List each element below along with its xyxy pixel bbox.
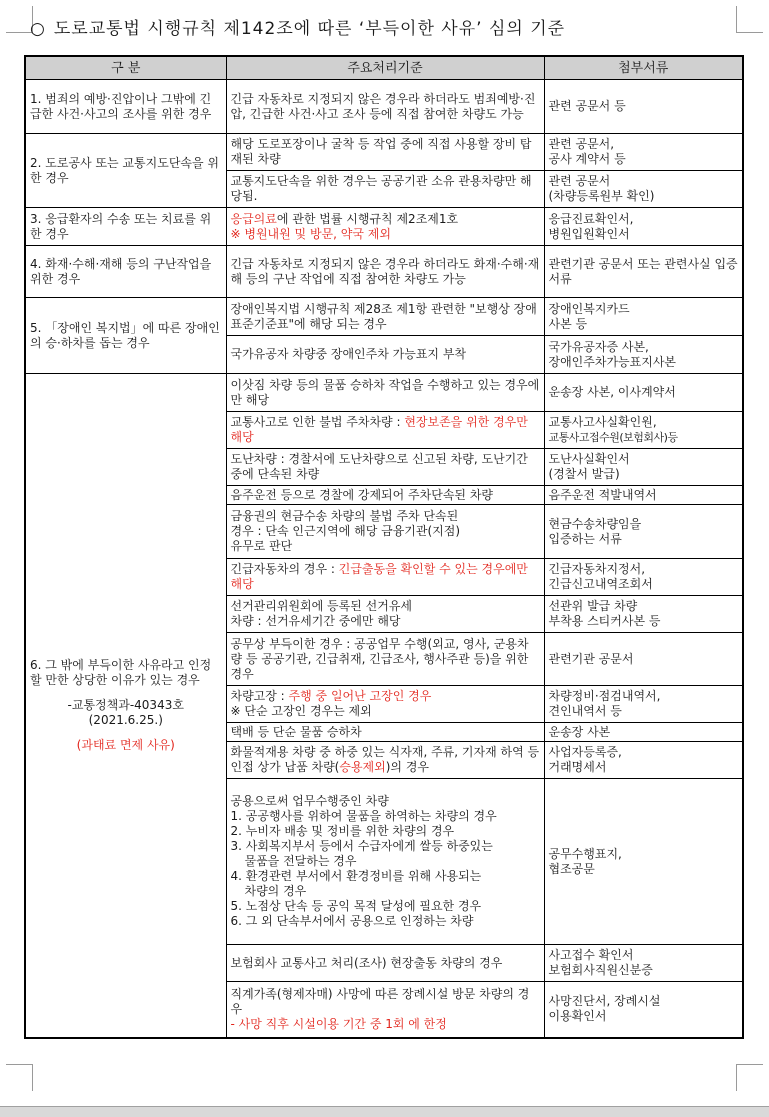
header-row	[25, 56, 743, 80]
crop-mark-top-right	[736, 6, 763, 33]
criteria-cell	[226, 505, 544, 559]
criteria-cell: 해당 도로포장이나 굴착 등 작업 중에 직접 사용할 장비 탑재된 차량	[226, 134, 544, 171]
list-item-continued: 차량의 경우	[244, 884, 307, 898]
documents-cell: 관련 공문서 등	[544, 80, 743, 134]
criteria-text: 화물적재용 차량 중 하중 있는 식자재, 주류, 기자재 하역 등 인접 상가 납품 차량(	[230, 745, 540, 774]
criteria-text: 에 관한 법률 시행규칙 제2조제1호	[276, 211, 459, 226]
criteria-cell	[226, 559, 544, 596]
exclusion-note: ※ 단순 고장인 경우는 제외	[230, 704, 372, 718]
highlight-text: 응급의료	[230, 211, 277, 226]
reference-number: -교통정책과-40343호	[67, 697, 184, 712]
doc-line: 공무수행표지,	[548, 846, 622, 861]
criteria-text: )의 경우	[385, 760, 430, 774]
reference-date: (2021.6.25.)	[88, 712, 163, 727]
documents-cell	[544, 505, 743, 559]
criteria-cell	[226, 686, 544, 723]
list-item: 5. 노점상 단속 등 공익 목적 달성에 필요한 경우	[230, 899, 482, 913]
title-text: 도로교통법 시행규칙 제142조에 따른 ‘부득이한 사유’ 심의 기준	[53, 19, 566, 39]
header-documents: 첨부서류	[544, 56, 743, 80]
documents-cell	[544, 945, 743, 982]
crop-mark-bottom-right	[736, 1064, 763, 1091]
criteria-cell	[226, 596, 544, 633]
category-cell	[25, 374, 226, 1038]
criteria-cell: 음주운전 등으로 경찰에 강제되어 주차단속된 차량	[226, 486, 544, 505]
criteria-line: 금융권의 현금수송 차량의 불법 주차 단속된	[230, 509, 459, 523]
highlight-text: 주행 중 일어난 고장인 경우	[288, 689, 432, 703]
doc-line: 국가유공자증 사본,	[548, 339, 649, 354]
crop-mark-top-left	[6, 6, 33, 33]
limit-note: - 사망 직후 시설이용 기간 중 1회 에 한정	[230, 1016, 447, 1031]
list-item: 4. 환경관련 부서에서 환경정비를 위해 사용되는	[230, 869, 482, 883]
criteria-text: 차량고장 :	[230, 689, 289, 703]
criteria-cell	[226, 208, 544, 246]
doc-line: 사고접수 확인서	[548, 948, 634, 962]
documents-cell	[544, 298, 743, 336]
table-row	[25, 134, 743, 171]
doc-line: 교통사고사실확인원,	[548, 415, 657, 429]
table-row	[25, 208, 743, 246]
list-item: 2. 누비자 배송 및 정비를 위한 차량의 경우	[230, 824, 455, 838]
category-cell: 3. 응급환자의 수송 또는 치료를 위한 경우	[25, 208, 226, 246]
category-cell: 4. 화재·수해·재해 등의 구난작업을 위한 경우	[25, 246, 226, 298]
doc-line: 부착용 스티커사본 등	[548, 614, 661, 628]
penalty-exemption-note: (과태료 면제 사유)	[76, 737, 175, 752]
criteria-cell: 이삿짐 차량 등의 물품 승하차 작업을 수행하고 있는 경우에만 해당	[226, 374, 544, 412]
list-item: 1. 공공행사를 위하여 물품을 하역하는 차량의 경우	[230, 809, 497, 823]
doc-line: 사업자등록증,	[548, 745, 622, 759]
crop-mark-bottom-left	[6, 1064, 33, 1091]
documents-cell: 음주운전 적발내역서	[544, 486, 743, 505]
criteria-cell: 택배 등 단순 물품 승하차	[226, 723, 544, 742]
criteria-cell: 국가유공자 차량중 장애인주차 가능표지 부착	[226, 336, 544, 374]
criteria-text: 긴급자동차의 경우 :	[230, 562, 339, 576]
documents-cell	[544, 596, 743, 633]
criteria-cell: 교통지도단속을 위한 경우는 공공기관 소유 관용차량만 해당됨.	[226, 171, 544, 208]
criteria-line: 유무로 판단	[230, 539, 293, 553]
criteria-cell	[226, 779, 544, 945]
doc-line: 사망진단서, 장례시설	[548, 994, 661, 1009]
documents-cell: 관련기관 공문서 또는 관련사실 입증 서류	[544, 246, 743, 298]
doc-line: 긴급신고내역조회서	[548, 577, 653, 591]
criteria-cell	[226, 982, 544, 1038]
exclusion-note: ※ 병원내원 및 방문, 약국 제외	[230, 226, 391, 241]
documents-cell	[544, 336, 743, 374]
category-cell: 5. 「장애인 복지법」에 따른 장애인의 승·하차를 돕는 경우	[25, 298, 226, 374]
documents-cell	[544, 779, 743, 945]
criteria-cell: 도난차량 : 경찰서에 도난차량으로 신고된 차량, 도난기간 중에 단속된 차량	[226, 449, 544, 486]
criteria-cell: 긴급 자동차로 지정되지 않은 경우라 하더라도 범죄예방·진압, 긴급한 사건·사고 조사 등에 직접 참여한 차량도 가능	[226, 80, 544, 134]
doc-line: 긴급자동차지정서,	[548, 562, 646, 576]
criteria-cell: 보험회사 교통사고 처리(조사) 현장출동 차량의 경우	[226, 945, 544, 982]
documents-cell	[544, 412, 743, 449]
documents-cell	[544, 982, 743, 1038]
criteria-intro: 공용으로써 업무수행중인 차량	[230, 794, 389, 808]
criteria-cell	[226, 742, 544, 779]
title-bullet: ○	[30, 19, 46, 39]
documents-cell	[544, 686, 743, 723]
category-6-text: 6. 그 밖에 부득이한 사유라고 인정할 만한 상당한 이유가 있는 경우	[30, 657, 212, 687]
list-item: 3. 사회복지부서 등에서 수급자에게 쌀등 하중있는	[230, 839, 493, 853]
header-category: 구 분	[25, 56, 226, 80]
doc-line: (차량등록원부 확인)	[548, 189, 655, 203]
doc-line: 사본 등	[548, 316, 588, 331]
documents-cell: 운송장 사본	[544, 723, 743, 742]
criteria-line: 경우 : 단속 인근지역에 해당 금융기관(지점)	[230, 524, 461, 538]
highlight-text: 현장보존을 위한 경우만 해당	[230, 415, 528, 444]
category-cell: 2. 도로공사 또는 교통지도단속을 위한 경우	[25, 134, 226, 208]
documents-cell	[544, 742, 743, 779]
doc-line: 교통사고접수원(보험회사)등	[548, 431, 678, 444]
window-bottom-scrollbar[interactable]	[0, 1106, 769, 1117]
doc-line: 장애인복지카드	[548, 301, 630, 316]
doc-line: 현금수송차량임을	[548, 516, 642, 531]
highlight-text: 긴급출동을 확인할 수 있는 경우에만 해당	[230, 562, 528, 591]
doc-line: 거래명세서	[548, 760, 607, 774]
doc-line: (경찰서 발급)	[548, 467, 620, 481]
doc-line: 입증하는 서류	[548, 531, 622, 546]
highlight-text: 승용제외	[339, 760, 386, 774]
documents-cell: 운송장 사본, 이사계약서	[544, 374, 743, 412]
header-criteria: 주요처리기준	[226, 56, 544, 80]
documents-cell	[544, 559, 743, 596]
doc-line: 병원입원확인서	[548, 226, 630, 241]
doc-line: 협조공문	[548, 861, 595, 876]
doc-line: 공사 계약서 등	[548, 152, 626, 166]
criteria-cell: 장애인복지법 시행규칙 제28조 제1항 관련한 "보행상 장애 표준기준표"에 해당 되는 경우	[226, 298, 544, 336]
doc-line: 관련 공문서,	[548, 137, 615, 151]
documents-cell	[544, 171, 743, 208]
doc-line: 선관위 발급 차량	[548, 599, 638, 613]
document-title	[30, 14, 565, 39]
criteria-line: 선거관리위원회에 등록된 선거유세	[230, 599, 413, 613]
doc-line: 관련 공문서	[548, 174, 611, 188]
table-row	[25, 80, 743, 134]
list-item-continued: 물품을 전달하는 경우	[244, 854, 357, 868]
doc-line: 이용확인서	[548, 1009, 607, 1024]
criteria-line: 차량 : 선거유세기간 중에만 해당	[230, 614, 401, 628]
doc-line: 응급진료확인서,	[548, 211, 634, 226]
documents-cell	[544, 449, 743, 486]
doc-line: 도난사실확인서	[548, 452, 630, 466]
documents-cell: 관련기관 공문서	[544, 633, 743, 686]
doc-line: 차량정비·점검내역서,	[548, 689, 661, 703]
list-item: 6. 그 외 단속부서에서 공용으로 인정하는 차량	[230, 914, 474, 928]
doc-line: 견인내역서 등	[548, 704, 622, 718]
table-row	[25, 298, 743, 336]
criteria-cell: 긴급 자동차로 지정되지 않은 경우라 하더라도 화재·수해·재해 등의 구난 작업에 직접 참여한 차량도 가능	[226, 246, 544, 298]
criteria-cell	[226, 412, 544, 449]
documents-cell	[544, 134, 743, 171]
criteria-cell: 공무상 부득이한 경우 : 공공업무 수행(외교, 영사, 군용차량 등 공공기관, 긴급취재, 긴급조사, 행사주관 등)을 위한 경우	[226, 633, 544, 686]
criteria-text: 교통사고로 인한 불법 주차차량 :	[230, 415, 405, 429]
doc-line: 보험회사직원신분증	[548, 963, 653, 977]
table-row	[25, 374, 743, 412]
documents-cell	[544, 208, 743, 246]
criteria-table	[24, 55, 744, 1039]
criteria-text: 직계가족(형제자매) 사망에 따른 장례시설 방문 차량의 경우	[230, 986, 530, 1016]
table-row	[25, 246, 743, 298]
doc-line: 장애인주차가능표지사본	[548, 354, 677, 369]
category-cell: 1. 범죄의 예방·진압이나 그밖에 긴급한 사건·사고의 조사를 위한 경우	[25, 80, 226, 134]
